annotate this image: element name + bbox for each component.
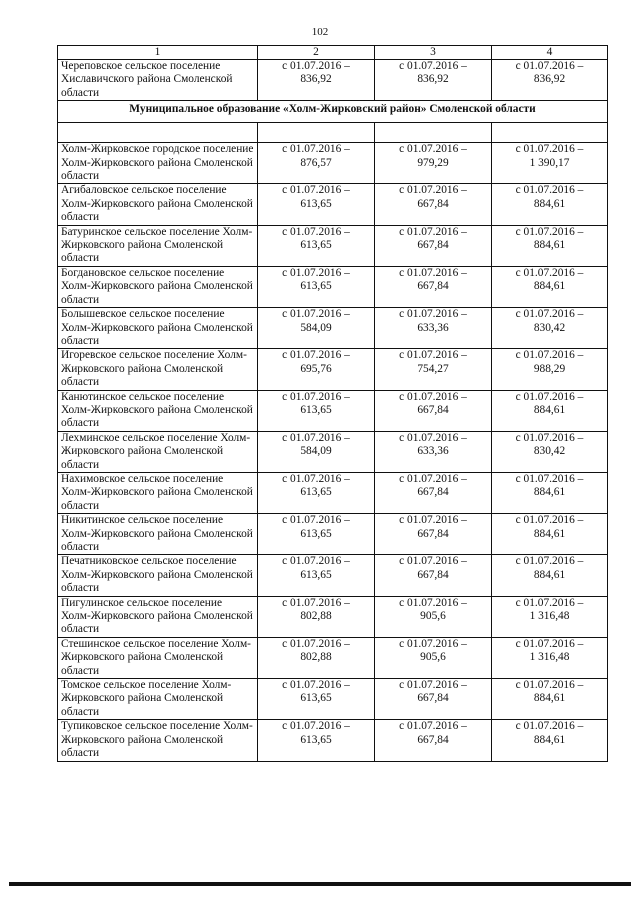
tariff-period: с 01.07.2016 –	[282, 472, 350, 485]
tariff-value: 695,76	[300, 362, 332, 375]
table-row	[58, 60, 608, 101]
tariff-period: с 01.07.2016 –	[515, 225, 584, 238]
settlement-name: Болышевское сельское поселение Холм-Жирковского района Смоленской области	[58, 308, 258, 349]
table-row	[58, 184, 608, 225]
tariff-value: 876,57	[300, 156, 332, 169]
tariff-period: с 01.07.2016 –	[399, 390, 467, 403]
tariff-value: 1 316,48	[529, 651, 570, 664]
tariff-period: с 01.07.2016 –	[399, 143, 467, 156]
tariff-value: 633,36	[417, 445, 449, 458]
settlement-name: Тупиковское сельское поселение Холм-Жирковского района Смоленской области	[58, 720, 258, 761]
tariff-value: 1 316,48	[529, 610, 570, 623]
settlement-name: Печатниковское сельское поселение Холм-Жирковского района Смоленской области	[58, 555, 258, 596]
tariff-value: 584,09	[300, 445, 332, 458]
tariff-value: 613,65	[300, 403, 332, 416]
tariff-cell	[258, 349, 375, 390]
tariff-cell	[258, 514, 375, 555]
table-row	[58, 143, 608, 184]
tariff-cell	[258, 225, 375, 266]
table-row	[58, 596, 608, 637]
tariff-cell	[258, 637, 375, 678]
tariff-value: 836,92	[533, 73, 566, 86]
tariff-cell	[258, 60, 375, 101]
tariff-period: с 01.07.2016 –	[515, 555, 584, 568]
table-row	[58, 472, 608, 513]
tariff-value: 905,6	[420, 610, 446, 623]
tariff-value: 667,84	[417, 733, 449, 746]
tariff-value: 613,65	[300, 239, 332, 252]
tariff-value: 613,65	[300, 280, 332, 293]
table-row	[58, 266, 608, 307]
tariff-cell	[375, 349, 492, 390]
tariff-value: 667,84	[417, 280, 449, 293]
tariff-cell	[492, 60, 608, 101]
tariff-value: 905,6	[420, 651, 446, 664]
tariff-cell	[375, 720, 492, 761]
tariff-period: с 01.07.2016 –	[399, 472, 467, 485]
table-row	[58, 308, 608, 349]
tariff-cell	[258, 143, 375, 184]
tariff-cell	[492, 637, 608, 678]
tariff-period: с 01.07.2016 –	[399, 60, 467, 72]
tariff-value: 836,92	[300, 73, 332, 86]
tariff-period: с 01.07.2016 –	[282, 184, 350, 197]
empty-cell	[375, 123, 492, 143]
table-row	[58, 225, 608, 266]
settlement-name: Лехминское сельское поселение Холм-Жирковского района Смоленской области	[58, 431, 258, 472]
settlement-name: Агибаловское сельское поселение Холм-Жирковского района Смоленской области	[58, 184, 258, 225]
settlement-name: Батуринское сельское поселение Холм-Жирковского района Смоленской области	[58, 225, 258, 266]
tariff-value: 667,84	[417, 527, 449, 540]
tariff-cell	[258, 308, 375, 349]
section-title: Муниципальное образование «Холм-Жирковский район» Смоленской области	[58, 101, 608, 123]
tariff-period: с 01.07.2016 –	[515, 308, 584, 321]
settlement-name: Никитинское сельское поселение Холм-Жирковского района Смоленской области	[58, 514, 258, 555]
tariff-period: с 01.07.2016 –	[515, 514, 584, 527]
tariff-period: с 01.07.2016 –	[399, 637, 467, 650]
tariff-period: с 01.07.2016 –	[282, 720, 350, 733]
tariff-cell	[492, 143, 608, 184]
tariff-cell	[375, 390, 492, 431]
empty-cell	[58, 123, 258, 143]
tariff-period: с 01.07.2016 –	[515, 637, 584, 650]
settlement-name: Стешинское сельское поселение Холм-Жирковского района Смоленской области	[58, 637, 258, 678]
table-row	[58, 679, 608, 720]
column-number: 4	[492, 46, 608, 60]
tariff-period: с 01.07.2016 –	[282, 679, 350, 692]
column-number-row	[58, 46, 608, 60]
tariff-cell	[492, 431, 608, 472]
tariff-period: с 01.07.2016 –	[515, 266, 584, 279]
tariff-cell	[375, 308, 492, 349]
tariff-cell	[375, 143, 492, 184]
settlement-name: Богдановское сельское поселение Холм-Жирковского района Смоленской области	[58, 266, 258, 307]
tariff-period: с 01.07.2016 –	[282, 390, 350, 403]
tariff-value: 667,84	[417, 239, 449, 252]
tariff-cell	[375, 555, 492, 596]
column-number: 1	[58, 46, 258, 60]
tariff-value: 1 390,17	[529, 156, 570, 169]
tariff-value: 884,61	[533, 239, 566, 252]
tariff-period: с 01.07.2016 –	[399, 720, 467, 733]
tariff-period: с 01.07.2016 –	[282, 596, 350, 609]
tariff-cell	[258, 431, 375, 472]
tariff-value: 988,29	[533, 362, 566, 375]
settlement-name: Канютинское сельское поселение Холм-Жирковского района Смоленской области	[58, 390, 258, 431]
tariff-period: с 01.07.2016 –	[399, 555, 467, 568]
settlement-name: Холм-Жирковское городское поселение Холм-Жирковского района Смоленской области	[58, 143, 258, 184]
tariff-value: 830,42	[533, 445, 566, 458]
tariff-value: 613,65	[300, 733, 332, 746]
tariff-cell	[492, 184, 608, 225]
tariff-period: с 01.07.2016 –	[515, 720, 584, 733]
tariff-period: с 01.07.2016 –	[399, 431, 467, 444]
tariff-period: с 01.07.2016 –	[515, 472, 584, 485]
tariff-value: 884,61	[533, 197, 566, 210]
tariff-period: с 01.07.2016 –	[515, 596, 584, 609]
tariff-cell	[258, 555, 375, 596]
tariff-value: 667,84	[417, 568, 449, 581]
page-number: 102	[311, 26, 329, 38]
table-row	[58, 390, 608, 431]
tariff-cell	[492, 225, 608, 266]
tariff-period: с 01.07.2016 –	[282, 555, 350, 568]
tariff-value: 667,84	[417, 403, 449, 416]
settlement-name: Пигулинское сельское поселение Холм-Жирковского района Смоленской области	[58, 596, 258, 637]
settlement-name: Череповское сельское поселение Хиславичского района Смоленской области	[58, 60, 258, 101]
tariff-cell	[492, 514, 608, 555]
tariff-period: с 01.07.2016 –	[282, 349, 350, 362]
tariff-value: 613,65	[300, 692, 332, 705]
tariff-value: 667,84	[417, 692, 449, 705]
tariff-value: 979,29	[417, 156, 449, 169]
tariff-cell	[258, 472, 375, 513]
tariff-period: с 01.07.2016 –	[282, 431, 350, 444]
tariff-period: с 01.07.2016 –	[282, 225, 350, 238]
tariff-cell	[258, 596, 375, 637]
table-row	[58, 555, 608, 596]
tariff-value: 802,88	[300, 610, 332, 623]
tariff-value: 802,88	[300, 651, 332, 664]
tariff-period: с 01.07.2016 –	[515, 143, 584, 156]
tariff-value: 830,42	[533, 321, 566, 334]
table-row	[58, 637, 608, 678]
tariff-cell	[375, 60, 492, 101]
tariff-cell	[258, 390, 375, 431]
tariff-cell	[375, 431, 492, 472]
tariff-value: 584,09	[300, 321, 332, 334]
tariff-period: с 01.07.2016 –	[515, 184, 584, 197]
tariff-period: с 01.07.2016 –	[399, 349, 467, 362]
tariff-value: 613,65	[300, 197, 332, 210]
tariff-value: 884,61	[533, 486, 566, 499]
tariff-period: с 01.07.2016 –	[282, 60, 350, 72]
tariff-cell	[375, 596, 492, 637]
tariff-cell	[492, 555, 608, 596]
tariff-period: с 01.07.2016 –	[515, 390, 584, 403]
tariff-period: с 01.07.2016 –	[515, 679, 584, 692]
tariff-period: с 01.07.2016 –	[282, 143, 350, 156]
tariff-cell	[258, 720, 375, 761]
tariff-value: 884,61	[533, 733, 566, 746]
tariff-value: 884,61	[533, 527, 566, 540]
tariff-value: 884,61	[533, 568, 566, 581]
tariff-cell	[375, 184, 492, 225]
empty-row	[58, 123, 608, 143]
tariff-cell	[492, 390, 608, 431]
tariff-cell	[492, 308, 608, 349]
tariff-value: 613,65	[300, 486, 332, 499]
tariff-period: с 01.07.2016 –	[399, 184, 467, 197]
column-number: 2	[258, 46, 375, 60]
tariff-period: с 01.07.2016 –	[282, 514, 350, 527]
table-row	[58, 514, 608, 555]
tariff-value: 613,65	[300, 568, 332, 581]
tariff-value: 754,27	[417, 362, 449, 375]
tariff-cell	[258, 184, 375, 225]
tariff-period: с 01.07.2016 –	[515, 60, 584, 72]
tariff-value: 667,84	[417, 486, 449, 499]
tariff-cell	[492, 596, 608, 637]
settlement-name: Томское сельское поселение Холм-Жирковского района Смоленской области	[58, 679, 258, 720]
table-row	[58, 349, 608, 390]
tariff-cell	[492, 266, 608, 307]
tariff-period: с 01.07.2016 –	[399, 225, 467, 238]
tariff-cell	[492, 720, 608, 761]
tariff-cell	[375, 637, 492, 678]
tariff-value: 884,61	[533, 280, 566, 293]
table-row	[58, 431, 608, 472]
settlement-name: Нахимовское сельское поселение Холм-Жирковского района Смоленской области	[58, 472, 258, 513]
tariff-value: 884,61	[533, 692, 566, 705]
tariff-value: 884,61	[533, 403, 566, 416]
tariff-cell	[492, 679, 608, 720]
tariff-value: 633,36	[417, 321, 449, 334]
tariff-table	[57, 45, 608, 762]
tariff-period: с 01.07.2016 –	[282, 308, 350, 321]
tariff-period: с 01.07.2016 –	[399, 679, 467, 692]
tariff-cell	[492, 349, 608, 390]
section-heading-row	[58, 101, 608, 123]
tariff-cell	[492, 472, 608, 513]
tariff-cell	[375, 225, 492, 266]
tariff-cell	[375, 679, 492, 720]
column-number: 3	[375, 46, 492, 60]
tariff-cell	[375, 266, 492, 307]
empty-cell	[258, 123, 375, 143]
tariff-cell	[258, 679, 375, 720]
tariff-cell	[375, 472, 492, 513]
table-row	[58, 720, 608, 761]
settlement-name: Игоревское сельское поселение Холм-Жирковского района Смоленской области	[58, 349, 258, 390]
tariff-value: 836,92	[417, 73, 449, 86]
tariff-period: с 01.07.2016 –	[399, 266, 467, 279]
tariff-period: с 01.07.2016 –	[399, 514, 467, 527]
tariff-period: с 01.07.2016 –	[515, 431, 584, 444]
tariff-period: с 01.07.2016 –	[399, 596, 467, 609]
tariff-value: 613,65	[300, 527, 332, 540]
tariff-period: с 01.07.2016 –	[282, 637, 350, 650]
tariff-cell	[258, 266, 375, 307]
tariff-period: с 01.07.2016 –	[399, 308, 467, 321]
tariff-period: с 01.07.2016 –	[515, 349, 584, 362]
tariff-value: 667,84	[417, 197, 449, 210]
empty-cell	[492, 123, 608, 143]
tariff-period: с 01.07.2016 –	[282, 266, 350, 279]
bottom-rule	[9, 882, 631, 886]
tariff-cell	[375, 514, 492, 555]
